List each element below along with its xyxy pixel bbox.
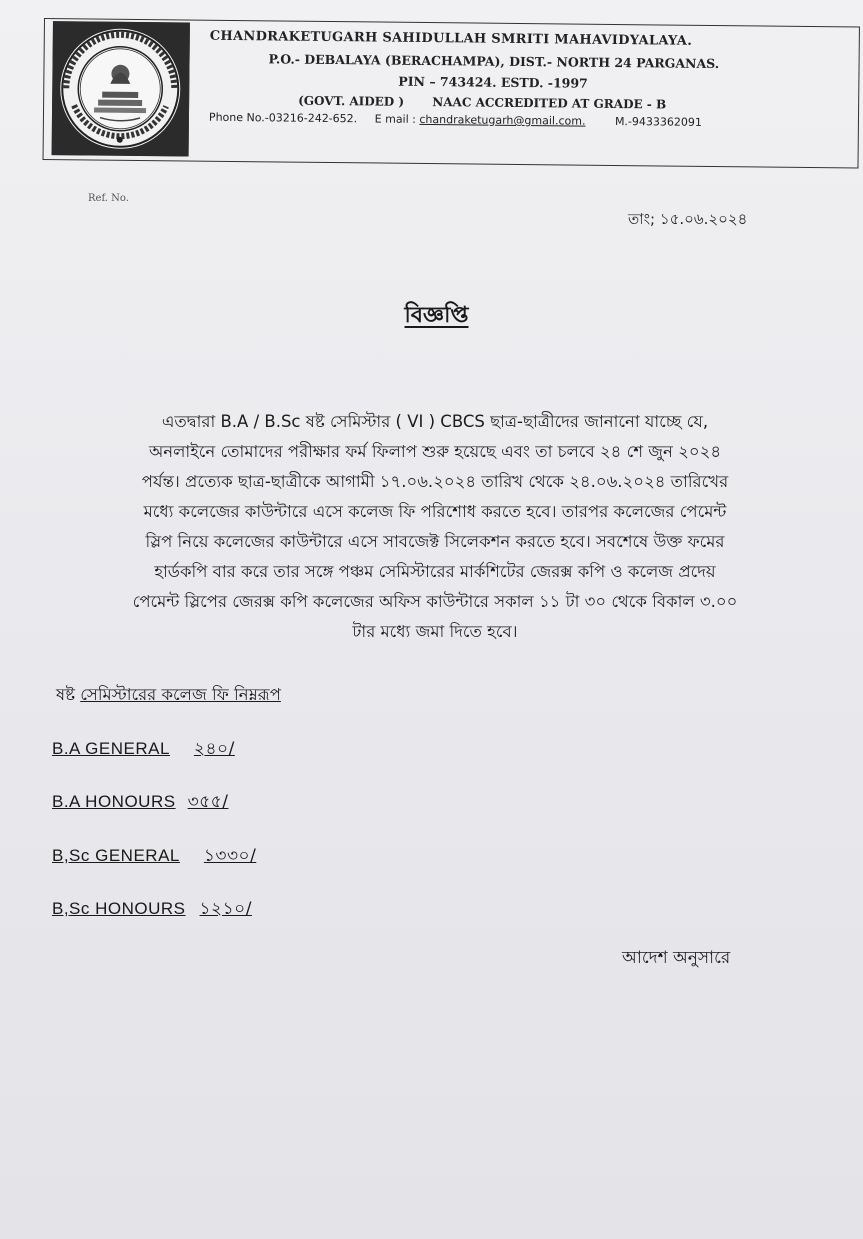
letterhead: [43, 18, 860, 169]
body-line: স্লিপ নিয়ে কলেজের কাউন্টারে এসে সাবজেক্ট সিলেকশন করতে হবে। সবশেষে উক্ত ফমের: [145, 532, 725, 551]
fee-amount: ১২১০/: [199, 899, 252, 919]
pin-estd: PIN – 743424. ESTD. -1997: [398, 73, 588, 91]
fee-course: B.A GENERAL: [52, 739, 170, 758]
body-line: টার মধ্যে জমা দিতে হবে।: [352, 622, 518, 641]
fee-course: B,Sc GENERAL: [52, 846, 180, 865]
mobile-number: M.-9433362091: [614, 114, 702, 129]
govt-aided: (GOVT. AIDED ): [298, 93, 405, 109]
ref-number-label: Ref. No.: [88, 193, 129, 204]
body-line: পর্যন্ত। প্রত্যেক ছাত্র-ছাত্রীকে আগামী ১৭.০৬.২০২৪ তারিখ থেকে ২৪.০৬.২০২৪ তারিখের: [141, 472, 729, 491]
email-label: E mail :: [374, 112, 416, 126]
notice-body: [40, 407, 830, 647]
phone-number: Phone No.-03216-242-652.: [208, 110, 358, 126]
signature-by-order: আদেশ অনুসারে: [622, 948, 731, 968]
notice-date: তাং; ১৫.০৬.২০২৪: [628, 210, 748, 228]
fee-course: B,Sc HONOURS: [52, 899, 186, 918]
body-line: পেমেন্ট স্লিপের জেরক্স কপি কলেজের অফিস কাউন্টারে সকাল ১১ টা ৩০ থেকে বিকাল ৩.০০: [132, 592, 738, 611]
letterhead-text: [209, 29, 850, 131]
college-seal-logo: [52, 21, 190, 156]
notice-title: [0, 298, 863, 335]
fee-heading-prefix: ষষ্ট: [56, 685, 81, 704]
body-line: অনলাইনে তোমাদের পরীক্ষার ফর্ম ফিলাপ শুরু হয়েছে এবং তা চলবে ২৪ শে জুন ২০২৪: [148, 442, 722, 461]
fee-item-bsc-honours: [52, 896, 252, 924]
notice-title-text: বিজ্ঞপ্তি: [404, 303, 469, 328]
body-line: মধ্যে কলেজের কাউন্টারে এসে কলেজ ফি পরিশোধ করতে হবে। তারপর কলেজের পেমেন্ট: [143, 502, 727, 521]
fee-item-ba-general: [52, 736, 235, 764]
body-line: হার্ডকপি বার করে তার সঙ্গে পঞ্চম সেমিস্টারের মার্কশিটের জেরক্স কপি ও কলেজ প্রদেয়: [154, 562, 716, 581]
email-link[interactable]: chandraketugarh@gmail.com.: [419, 112, 586, 128]
seal-emblem-icon: [52, 21, 189, 156]
fee-heading: [56, 682, 281, 709]
aided-naac-line: [298, 94, 849, 114]
naac-grade: NAAC ACCREDITED AT GRADE - B: [432, 95, 667, 112]
fee-amount: ১৩৩০/: [203, 846, 257, 866]
fee-amount: ৩৫৫/: [187, 792, 229, 812]
fee-item-bsc-general: [52, 843, 256, 871]
contact-line: [209, 111, 849, 131]
fee-heading-text: সেমিস্টারের কলেজ ফি নিম্নরূপ: [80, 685, 281, 704]
college-address: P.O.- DEBALAYA (BERACHAMPA), DIST.- NORTH 24 PARGANAS.: [268, 51, 720, 72]
fee-amount: ২৪০/: [193, 739, 235, 759]
college-name: CHANDRAKETUGARH SAHIDULLAH SMRITI MAHAVIDYALAYA.: [209, 28, 693, 49]
body-line: এতদ্বারা B.A / B.Sc ষষ্ট সেমিস্টার ( VI ) CBCS ছাত্র-ছাত্রীদের জানানো যাচ্ছে যে,: [161, 412, 709, 431]
fee-item-ba-honours: [52, 789, 228, 817]
fee-course: B.A HONOURS: [52, 792, 176, 811]
